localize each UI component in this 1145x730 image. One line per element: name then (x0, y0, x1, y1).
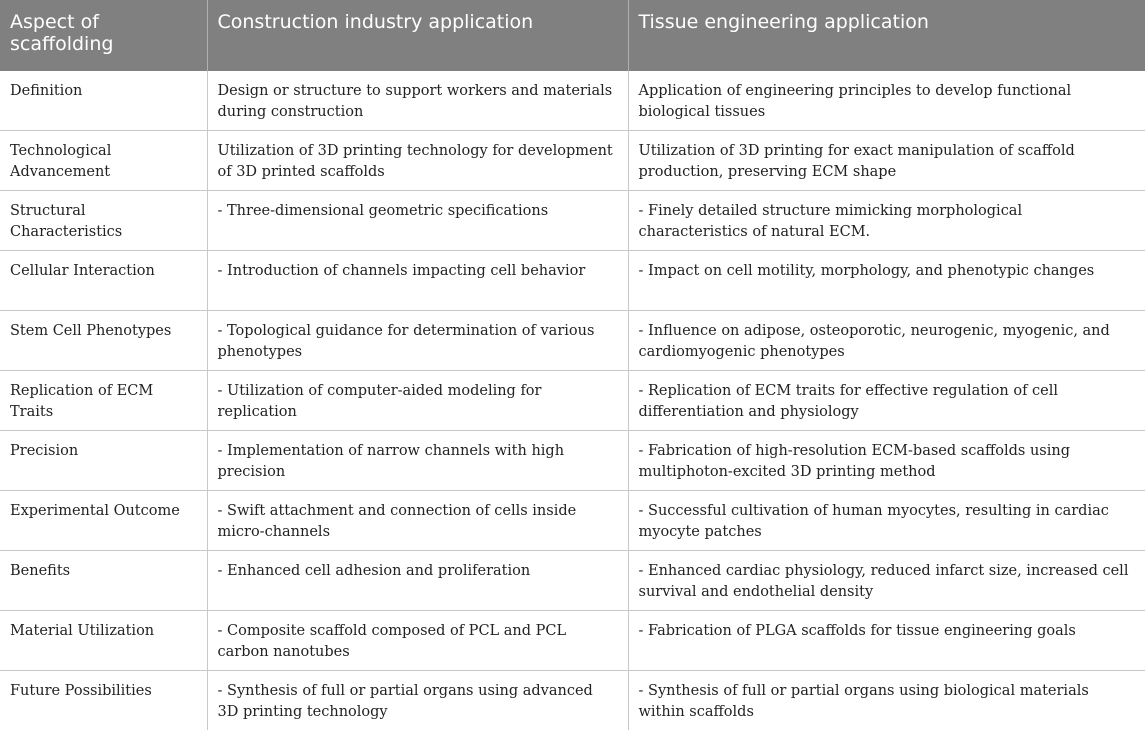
construction-cell: - Swift attachment and connection of cells inside micro-channels (207, 491, 628, 551)
tissue-cell: - Replication of ECM traits for effective regulation of cell differentiation and physiology (628, 371, 1145, 431)
tissue-cell: - Successful cultivation of human myocytes, resulting in cardiac myocyte patches (628, 491, 1145, 551)
table-row (0, 611, 1145, 671)
construction-cell: - Composite scaffold composed of PCL and PCL carbon nanotubes (207, 611, 628, 671)
aspect-cell: Technological Advancement (0, 131, 207, 191)
construction-cell: - Implementation of narrow channels with high precision (207, 431, 628, 491)
table-row (0, 431, 1145, 491)
construction-cell: Utilization of 3D printing technology for development of 3D printed scaffolds (207, 131, 628, 191)
tissue-cell: - Impact on cell motility, morphology, and phenotypic changes (628, 251, 1145, 311)
aspect-cell: Experimental Outcome (0, 491, 207, 551)
table-row (0, 551, 1145, 611)
tissue-cell: - Synthesis of full or partial organs using biological materials within scaffolds (628, 671, 1145, 730)
tissue-cell: Utilization of 3D printing for exact manipulation of scaffold production, preserving ECM shape (628, 131, 1145, 191)
header-row (0, 0, 1145, 71)
table-row (0, 671, 1145, 730)
tissue-cell: - Influence on adipose, osteoporotic, neurogenic, myogenic, and cardiomyogenic phenotypes (628, 311, 1145, 371)
table-row (0, 311, 1145, 371)
table-row (0, 191, 1145, 251)
tissue-cell: - Enhanced cardiac physiology, reduced infarct size, increased cell survival and endothelial density (628, 551, 1145, 611)
tissue-cell: - Fabrication of PLGA scaffolds for tissue engineering goals (628, 611, 1145, 671)
aspect-cell: Replication of ECM Traits (0, 371, 207, 431)
construction-cell: - Utilization of computer-aided modeling for replication (207, 371, 628, 431)
aspect-cell: Definition (0, 71, 207, 131)
aspect-cell: Future Possibilities (0, 671, 207, 730)
table-row (0, 131, 1145, 191)
tissue-cell: Application of engineering principles to develop functional biological tissues (628, 71, 1145, 131)
table-body (0, 71, 1145, 730)
aspect-cell: Precision (0, 431, 207, 491)
aspect-cell: Structural Characteristics (0, 191, 207, 251)
header-tissue-engineering: Tissue engineering application (628, 0, 1145, 71)
construction-cell: - Topological guidance for determination of various phenotypes (207, 311, 628, 371)
aspect-cell: Stem Cell Phenotypes (0, 311, 207, 371)
table-row (0, 71, 1145, 131)
construction-cell: - Three-dimensional geometric specifications (207, 191, 628, 251)
tissue-cell: - Fabrication of high-resolution ECM-based scaffolds using multiphoton-excited 3D printing method (628, 431, 1145, 491)
table-row (0, 371, 1145, 431)
construction-cell: - Synthesis of full or partial organs using advanced 3D printing technology (207, 671, 628, 730)
construction-cell: - Introduction of channels impacting cell behavior (207, 251, 628, 311)
aspect-cell: Cellular Interaction (0, 251, 207, 311)
construction-cell: Design or structure to support workers and materials during construction (207, 71, 628, 131)
table-row (0, 491, 1145, 551)
tissue-cell: - Finely detailed structure mimicking morphological characteristics of natural ECM. (628, 191, 1145, 251)
aspect-cell: Benefits (0, 551, 207, 611)
header-construction: Construction industry application (207, 0, 628, 71)
table-row (0, 251, 1145, 311)
table-header (0, 0, 1145, 71)
header-aspect: Aspect of scaffolding (0, 0, 207, 71)
construction-cell: - Enhanced cell adhesion and proliferation (207, 551, 628, 611)
aspect-cell: Material Utilization (0, 611, 207, 671)
